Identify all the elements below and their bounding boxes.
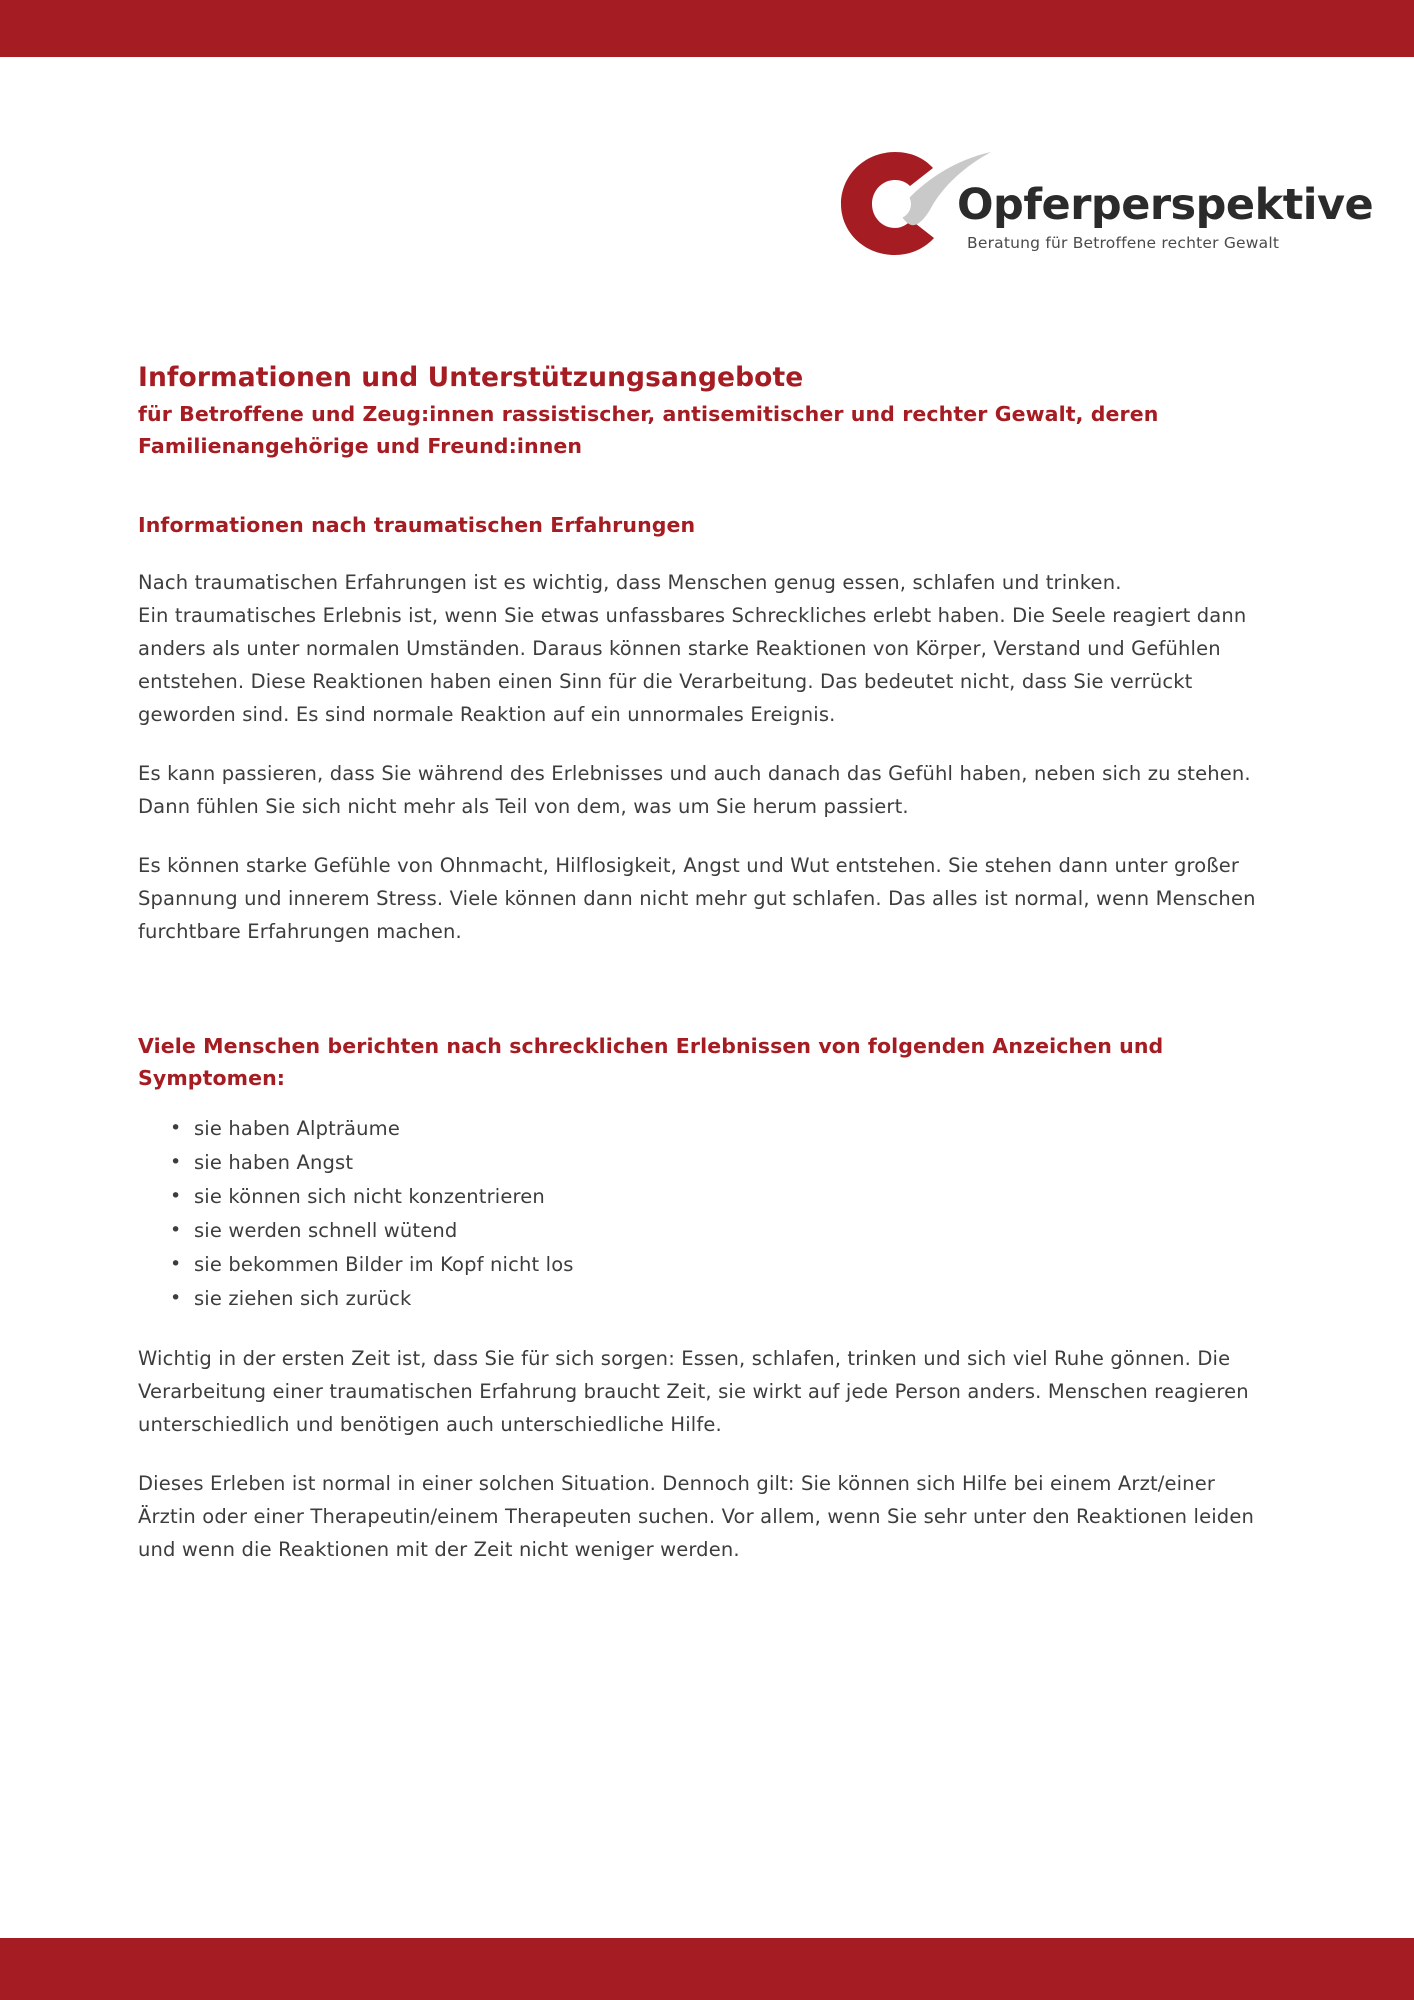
list-item: • sie haben Angst — [194, 1146, 1278, 1180]
list-item: • sie werden schnell wütend — [194, 1214, 1278, 1248]
list-item: • sie bekommen Bilder im Kopf nicht los — [194, 1248, 1278, 1282]
bottom-red-band — [0, 1938, 1414, 2000]
section-heading-information: Informationen nach traumatischen Erfahrungen — [138, 513, 696, 537]
paragraph-erste-zeit: Wichtig in der ersten Zeit ist, dass Sie für sich sorgen: Essen, schlafen, trinken und sich viel Ruhe gönnen. Die Verarbeitung einer traumatischen Erfahrung braucht Zeit, sie wirkt auf jede Person anders. Menschen reagieren unterschiedlich und benötigen auch unterschiedliche Hilfe. — [138, 1347, 1249, 1436]
section-heading-symptome: Viele Menschen berichten nach schrecklichen Erlebnissen von folgenden Anzeichen und Symptomen: — [138, 1034, 1164, 1090]
opferperspektive-logo — [839, 142, 1374, 267]
top-red-band — [0, 0, 1414, 57]
paragraph-essen-schlafen: Nach traumatischen Erfahrungen ist es wichtig, dass Menschen genug essen, schlafen und trinken. — [138, 571, 1122, 594]
list-item: • sie können sich nicht konzentrieren — [194, 1180, 1278, 1214]
list-item: • sie haben Alpträume — [194, 1112, 1278, 1146]
logo-tagline: Beratung für Betroffene rechter Gewalt — [967, 234, 1280, 252]
paragraph-traumatisches-erlebnis: Ein traumatisches Erlebnis ist, wenn Sie etwas unfassbares Schreckliches erlebt haben. Die Seele reagiert dann anders als unter normalen Umständen. Daraus können starke Reaktionen von Körper, Verstand und Gefühlen entstehen. Diese Reaktionen haben einen Sinn für die Verarbeitung. Das bedeutet nicht, dass Sie verrückt geworden sind. Es sind normale Reaktion auf ein unnormales Ereignis. — [138, 604, 1247, 726]
page-subtitle: für Betroffene und Zeug:innen rassistischer, antisemitischer und rechter Gewalt, deren Familienangehörige und Freund:innen — [138, 402, 1159, 458]
paragraph-neben-sich-stehen: Es kann passieren, dass Sie während des Erlebnisses und auch danach das Gefühl haben, neben sich zu stehen. Dann fühlen Sie sich nicht mehr als Teil von dem, was um Sie herum passiert. — [138, 762, 1251, 818]
list-item: • sie ziehen sich zurück — [194, 1282, 1278, 1316]
paragraph-hilfe-suchen: Dieses Erleben ist normal in einer solchen Situation. Dennoch gilt: Sie können sich Hilfe bei einem Arzt/einer Ärztin oder einer Therapeutin/einem Therapeuten suchen. Vor allem, wenn Sie sehr unter den Reaktionen leiden und wenn die Reaktionen mit der Zeit nicht weniger werden. — [138, 1472, 1254, 1561]
document-content — [138, 360, 1278, 1566]
logo-wordmark: Opferperspektive — [957, 180, 1374, 230]
page-title: Informationen und Unterstützungsangebote — [138, 362, 804, 393]
section-spacer — [138, 948, 1278, 982]
symptom-list — [138, 1112, 1278, 1316]
paragraph-starke-gefuehle: Es können starke Gefühle von Ohnmacht, Hilflosigkeit, Angst und Wut entstehen. Sie stehen dann unter großer Spannung und innerem Stress. Viele können dann nicht mehr gut schlafen. Das alles ist normal, wenn Menschen furchtbare Erfahrungen machen. — [138, 854, 1256, 943]
